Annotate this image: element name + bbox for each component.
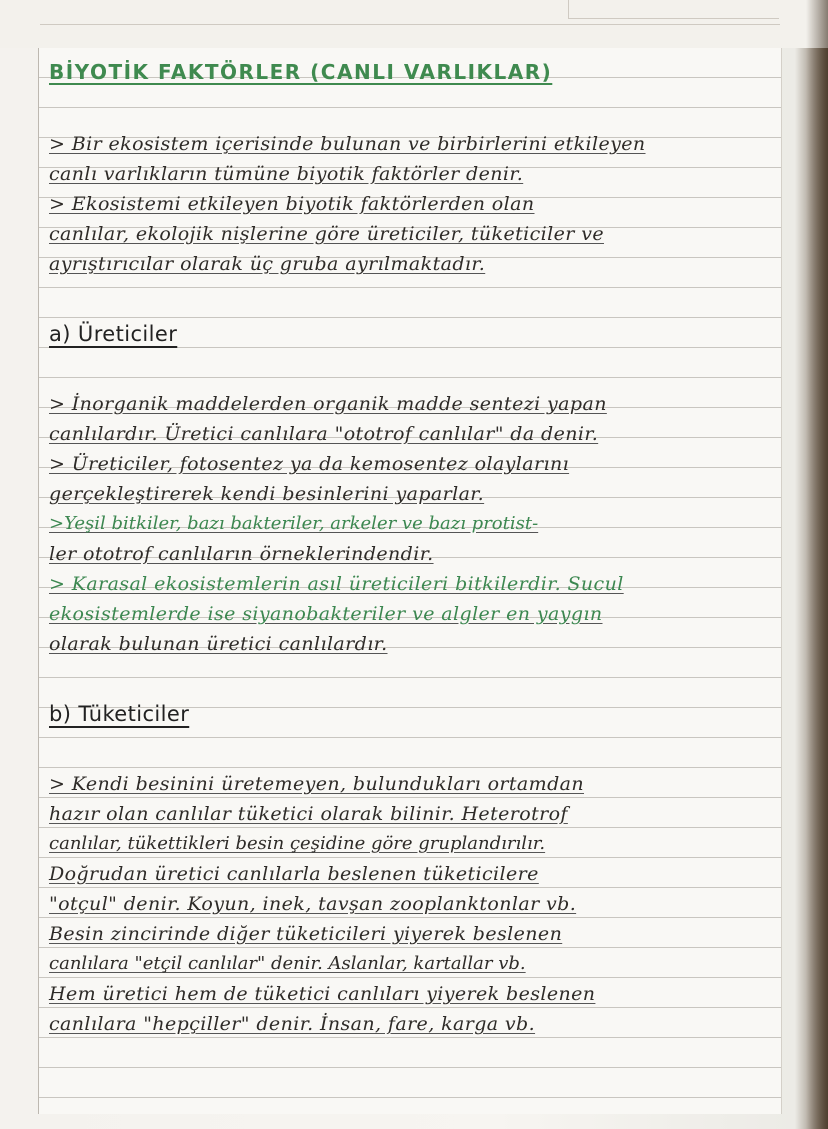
section-a-line: > Üreticiler, fotosentez ya da kemosentez olaylarını xyxy=(49,453,570,475)
section-a-line: ler ototrof canlıların örneklerindendir. xyxy=(49,543,434,565)
section-a-line: canlılardır. Üretici canlılara "ototrof canlılar" da denir. xyxy=(49,423,599,445)
intro-line: canlılar, ekolojik nişlerine göre üreticiler, tüketiciler ve xyxy=(49,223,604,245)
top-margin xyxy=(0,0,828,48)
top-tab xyxy=(568,0,779,19)
page-title: BİYOTİK FAKTÖRLER (CANLI VARLIKLAR) xyxy=(49,60,553,84)
intro-line: canlı varlıkların tümüne biyotik faktörler denir. xyxy=(49,163,524,185)
notebook-page xyxy=(38,48,782,1114)
section-a-line: >Yeşil bitkiler, bazı bakteriler, arkeler ve bazı protist- xyxy=(49,513,539,534)
section-a-line: > Karasal ekosistemlerin asıl üreticileri bitkilerdir. Sucul xyxy=(49,573,624,595)
section-b-line: canlılara "etçil canlılar" denir. Aslanlar, kartallar vb. xyxy=(49,953,526,974)
intro-line: > Bir ekosistem içerisinde bulunan ve birbirlerini etkileyen xyxy=(49,133,646,155)
section-b-heading: b) Tüketiciler xyxy=(49,702,190,726)
top-rule xyxy=(40,24,780,25)
section-a-line: gerçekleştirerek kendi besinlerini yaparlar. xyxy=(49,483,485,505)
intro-line: > Ekosistemi etkileyen biyotik faktörlerden olan xyxy=(49,193,535,215)
section-b-line: hazır olan canlılar tüketici olarak bilinir. Heterotrof xyxy=(49,803,568,825)
section-b-line: > Kendi besinini üretemeyen, bulundukları ortamdan xyxy=(49,773,584,795)
intro-line: ayrıştırıcılar olarak üç gruba ayrılmaktadır. xyxy=(49,253,486,275)
section-a-line: ekosistemlerde ise siyanobakteriler ve algler en yaygın xyxy=(49,603,603,625)
section-b-line: Doğrudan üretici canlılarla beslenen tüketicilere xyxy=(49,863,539,885)
section-a-line: > İnorganik maddelerden organik madde sentezi yapan xyxy=(49,393,607,415)
section-b-line: canlılar, tükettikleri besin çeşidine göre gruplandırılır. xyxy=(49,833,546,854)
section-b-line: canlılara "hepçiller" denir. İnsan, fare, karga vb. xyxy=(49,1013,536,1035)
section-a-heading: a) Üreticiler xyxy=(49,322,178,346)
section-b-line: Besin zincirinde diğer tüketicileri yiyerek beslenen xyxy=(49,923,563,945)
section-a-line: olarak bulunan üretici canlılardır. xyxy=(49,633,388,655)
section-b-line: "otçul" denir. Koyun, inek, tavşan zooplanktonlar vb. xyxy=(49,893,577,915)
page-shadow-edge xyxy=(806,0,828,1129)
section-b-line: Hem üretici hem de tüketici canlıları yiyerek beslenen xyxy=(49,983,596,1005)
